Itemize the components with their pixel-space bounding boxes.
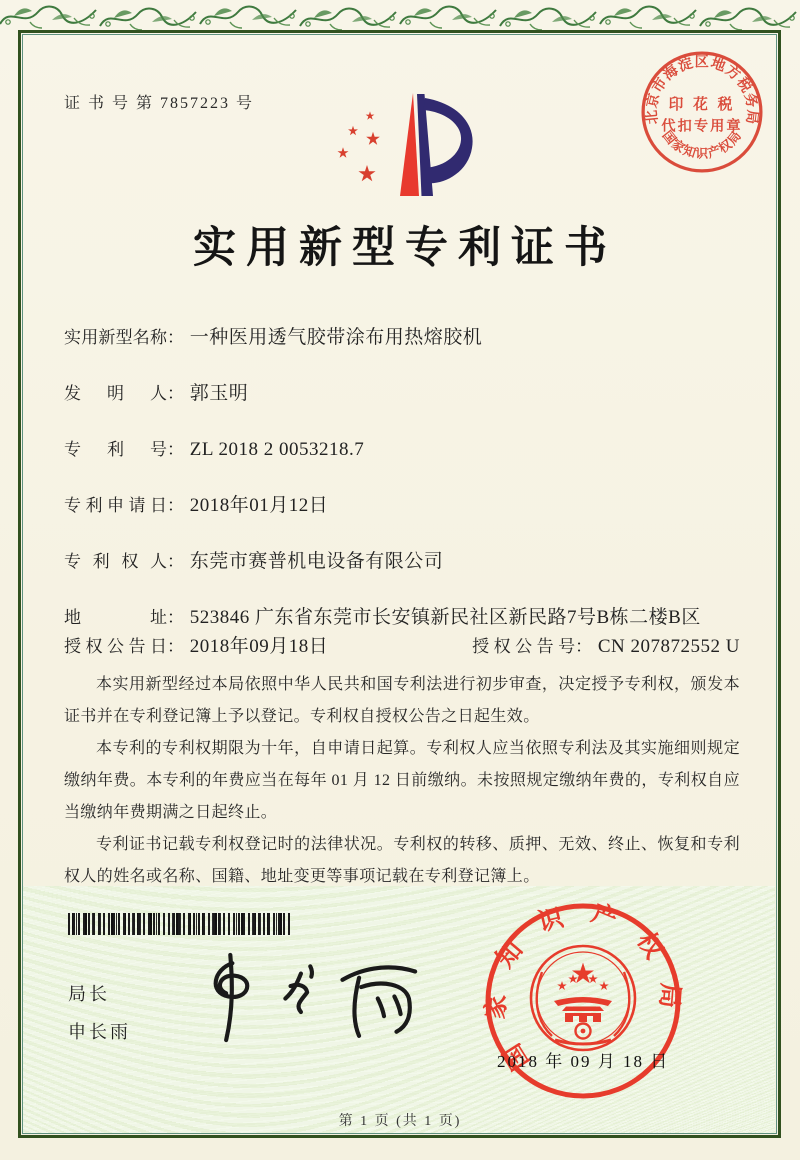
field-colon: ： [167, 440, 185, 459]
field-label: 授权公告号 [472, 637, 576, 656]
field-colon: ： [167, 608, 185, 627]
legal-paragraph: 专利证书记载专利权登记时的法律状况。专利权的转移、质押、无效、终止、恢复和专利权人的姓名或名称、国籍、地址变更等事项记载在专利登记簿上。 [64, 836, 740, 885]
certificate-number: 证 书 号 第 7857223 号 [64, 95, 255, 112]
field-label: 地址 [64, 608, 167, 627]
seal-org-text: 国家知识产权局 [482, 898, 684, 1075]
page-footer: 第 1 页 (共 1 页) [338, 1114, 462, 1129]
top-ornament-band [0, 0, 800, 30]
svg-text:北京市海淀区地方税务局 [642, 53, 762, 126]
field-label: 发明人 [64, 384, 167, 403]
field-colon: ： [167, 328, 185, 347]
field-inventor [64, 381, 740, 407]
field-colon: ： [575, 637, 593, 656]
signature-script [168, 948, 438, 1048]
field-value: 2018年01月12日 [189, 495, 329, 516]
field-label: 实用新型名称 [64, 328, 167, 347]
field-value: 东莞市赛普机电设备有限公司 [189, 551, 444, 572]
legal-paragraph: 本实用新型经过本局依照中华人民共和国专利法进行初步审查，决定授予专利权，颁发本证书并在专利登记簿上予以登记。专利权自授权公告之日起生效。 [64, 676, 740, 725]
field-patent-number [64, 437, 740, 463]
tax-stamp-region-text: 北京市海淀区地方税务局 [643, 54, 761, 126]
tax-stamp-line2: 代扣专用章 [661, 118, 743, 135]
field-filing-date [64, 493, 740, 519]
field-grant-number [472, 634, 740, 660]
logo-blue-bowl [424, 98, 473, 183]
field-colon: ： [167, 637, 185, 656]
field-address [64, 605, 740, 631]
field-grant-date [64, 634, 328, 660]
field-label: 专利申请日 [64, 496, 167, 515]
field-colon: ： [167, 552, 185, 571]
field-colon: ： [167, 496, 185, 515]
field-label: 授权公告日 [64, 637, 167, 656]
logo-stars [337, 111, 379, 181]
field-label: 专利权人 [64, 552, 167, 571]
seal-date: 2018 年 09 月 18 日 [497, 1052, 670, 1071]
certificate-body [64, 325, 740, 893]
legal-text [64, 669, 740, 893]
field-value: 523846 广东省东莞市长安镇新民社区新民路7号B栋二楼B区 [189, 607, 701, 628]
signatory-role: 局长 [68, 984, 110, 1004]
certificate-title: 实用新型专利证书 [193, 225, 617, 272]
field-patentee [64, 549, 740, 575]
tax-stamp [636, 46, 768, 178]
field-grant-row [64, 634, 740, 660]
field-value: 2018年09月18日 [189, 636, 329, 657]
field-value: 一种医用透气胶带涂布用热熔胶机 [189, 327, 483, 348]
signatory-name: 申长雨 [68, 1022, 131, 1042]
logo-red-wedge [400, 93, 419, 196]
field-value: ZL 2018 2 0053218.7 [189, 439, 365, 460]
field-colon: ： [167, 384, 185, 403]
signatory-block [68, 975, 131, 1051]
field-utility-model-name [64, 325, 740, 351]
tax-stamp-org-text: 国家知识产权局 [659, 127, 745, 161]
barcode [68, 913, 292, 935]
official-seal [468, 886, 698, 1116]
legal-paragraph: 本专利的专利权期限为十年，自申请日起算。专利权人应当依照专利法及其实施细则规定缴纳年费。本专利的年费应当在每年 01 月 12 日前缴纳。未按照规定缴纳年费的，专利权自应当缴纳年费期满之日起终止。 [64, 740, 740, 821]
field-label: 专利号 [64, 440, 167, 459]
field-value: CN 207872552 U [597, 636, 740, 657]
national-emblem [531, 946, 635, 1050]
field-value: 郭玉明 [189, 383, 249, 404]
cnipa-logo [322, 86, 482, 204]
tax-stamp-line1: 印 花 税 [668, 96, 736, 113]
